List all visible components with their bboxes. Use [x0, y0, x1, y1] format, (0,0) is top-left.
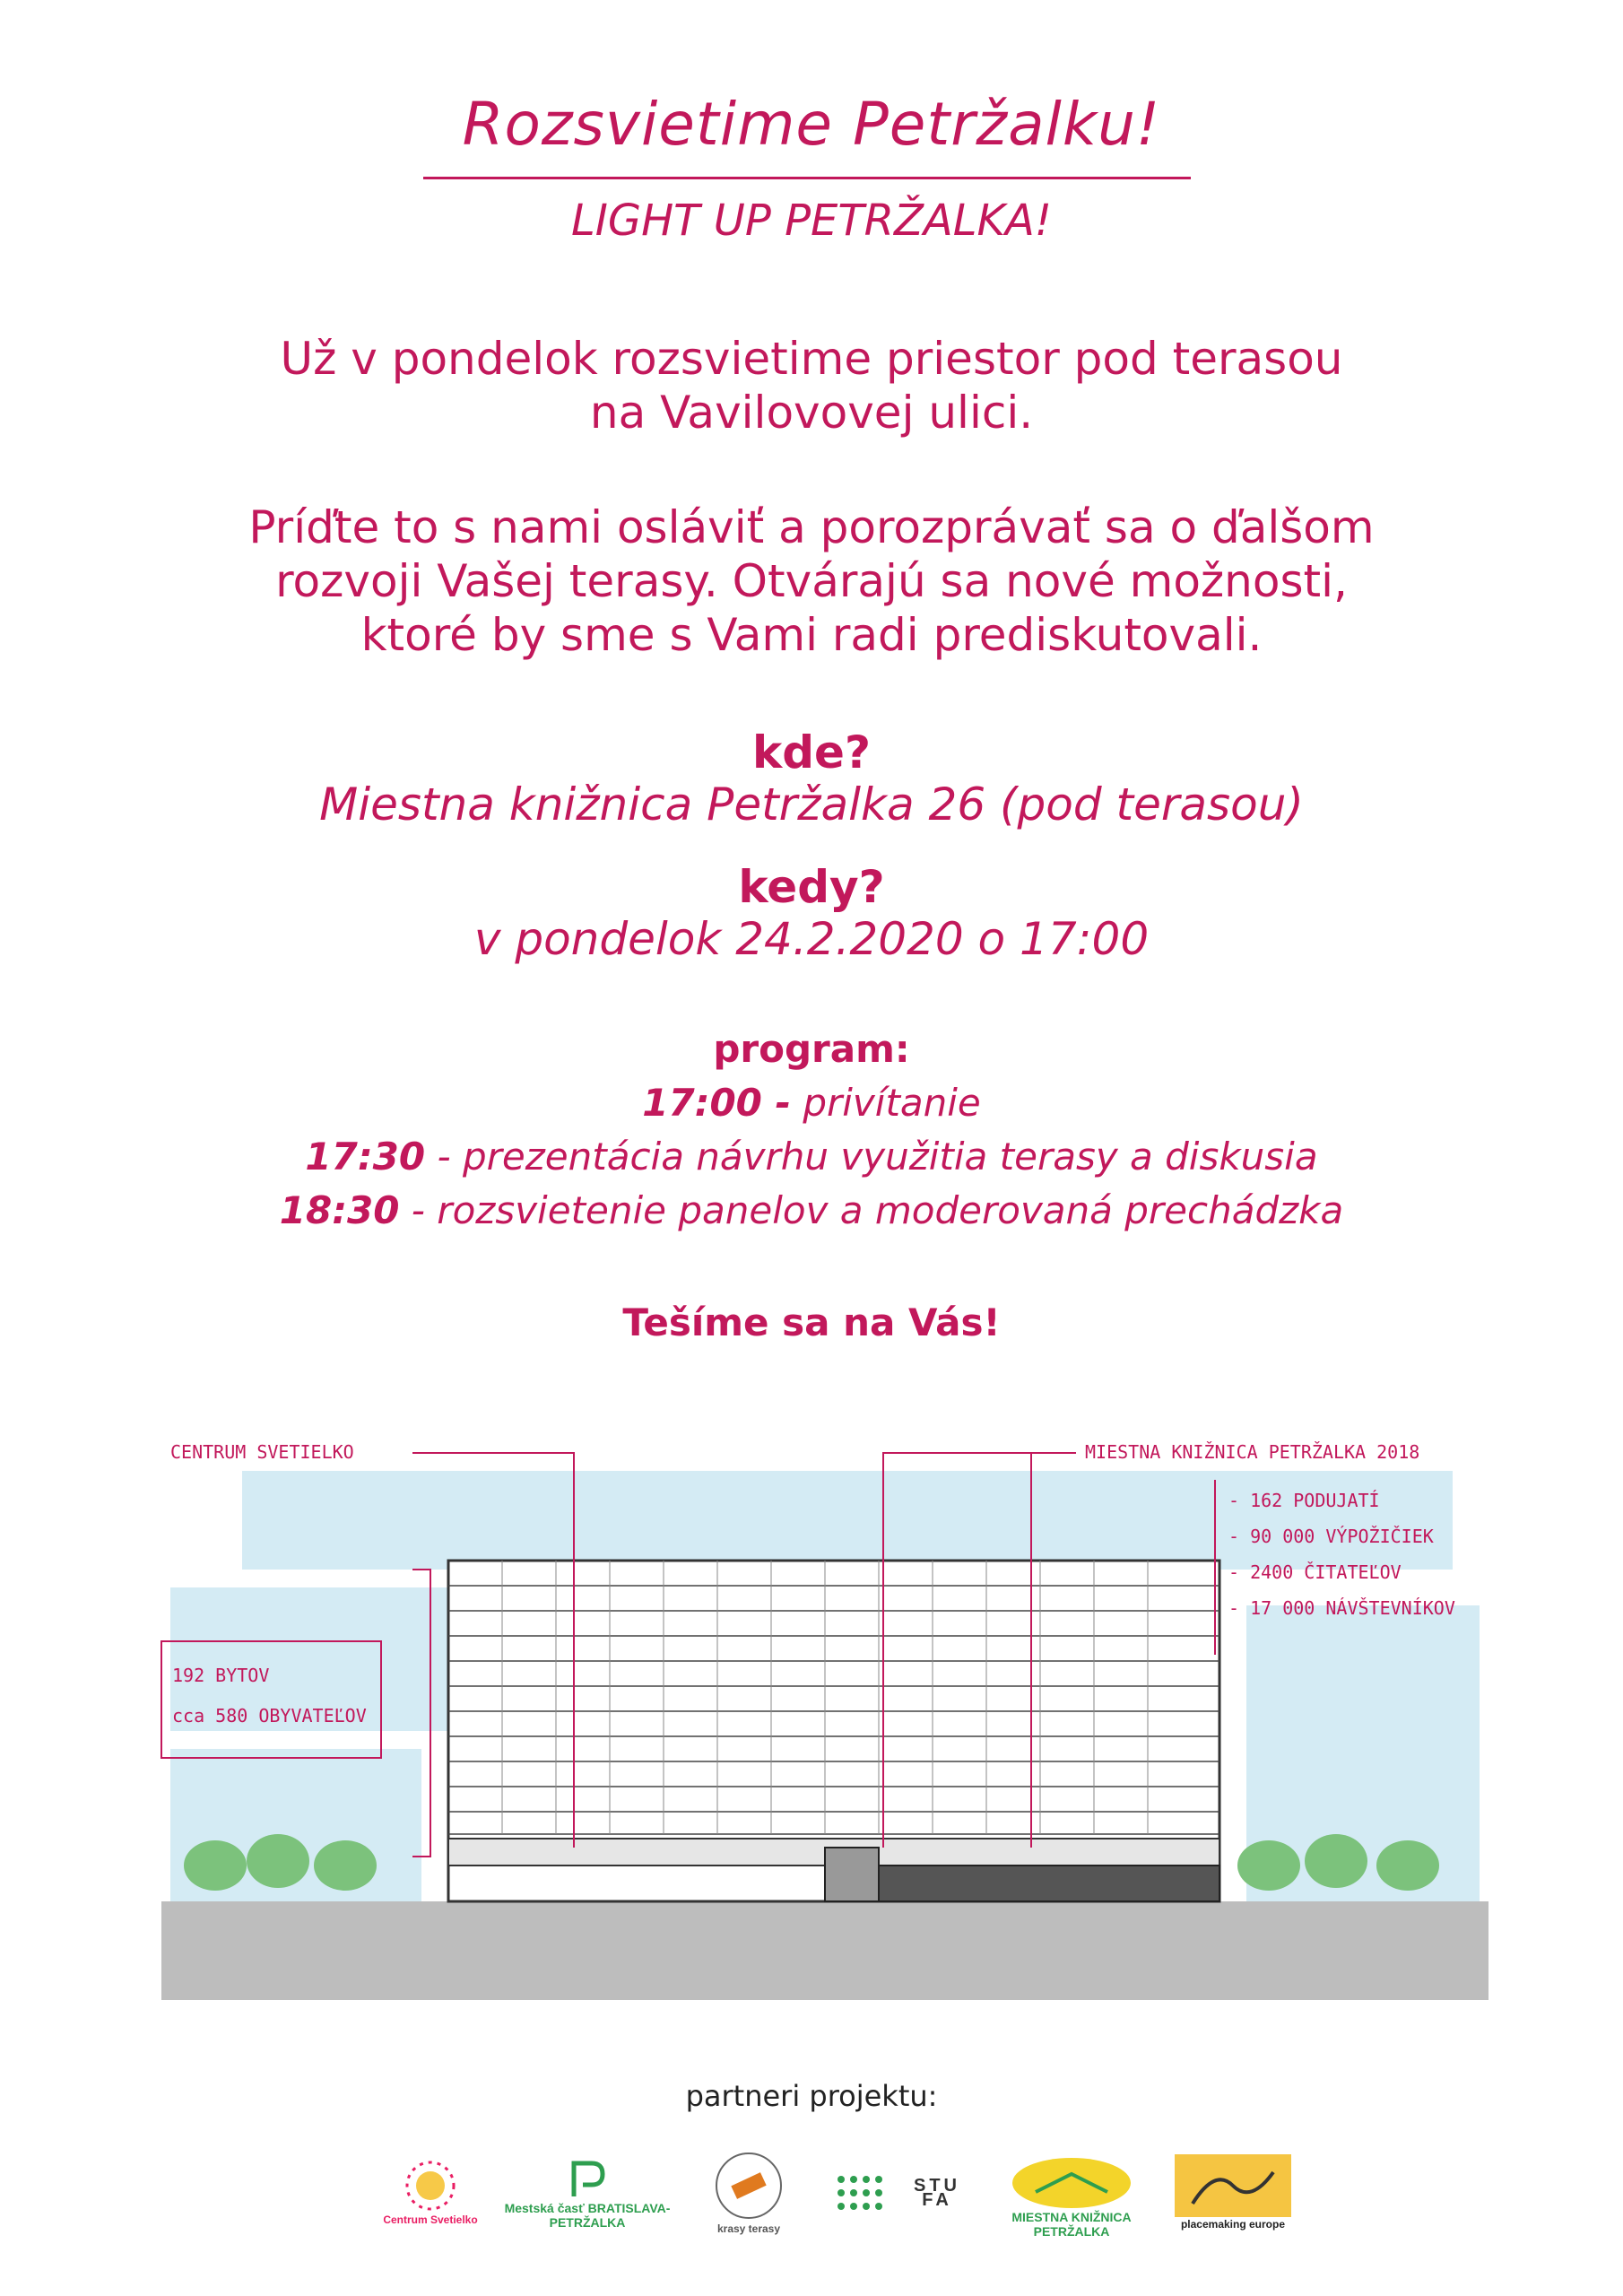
closing-text: Tešíme sa na Vás! — [622, 1300, 1001, 1344]
badge-icon — [713, 2150, 785, 2222]
invite-line: rozvoji Vašej terasy. Otvárajú sa nové možnosti, — [275, 555, 1348, 607]
district-icon — [565, 2156, 610, 2201]
invite-paragraph — [0, 500, 1623, 662]
logo-text: krasy terasy — [716, 2222, 781, 2235]
program-text: - rozsvietenie panelov a moderovaná prechádzka — [399, 1188, 1344, 1232]
logo-text: STU FA — [914, 2176, 960, 2210]
program-time: 18:30 — [279, 1188, 400, 1232]
program-item — [0, 1135, 1623, 1178]
poster-subtitle: LIGHT UP PETRŽALKA! — [570, 196, 1053, 246]
logo-miestna-kniznica — [995, 2139, 1148, 2247]
where-value: Miestna knižnica Petržalka 26 (pod terasou) — [319, 778, 1304, 831]
sun-icon — [404, 2159, 457, 2213]
intro-line: Už v pondelok rozsvietime priestor pod terasou — [280, 333, 1343, 385]
partner-logos — [377, 2139, 1327, 2247]
dots-icon — [834, 2170, 906, 2215]
stat-line: - 2400 ČITATEĽOV — [1228, 1561, 1402, 1583]
book-icon — [1009, 2147, 1134, 2210]
program-time: 17:30 — [305, 1135, 426, 1178]
stat-line: - 17 000 NÁVŠTEVNÍKOV — [1228, 1597, 1455, 1619]
program-time: 17:00 - — [642, 1081, 791, 1125]
where-label: kde? — [752, 726, 871, 778]
logo-text: MIESTNA KNIŽNICA PETRŽALKA — [1011, 2210, 1132, 2239]
program-item — [0, 1188, 1623, 1232]
placemaking-icon — [1175, 2154, 1291, 2217]
logo-centrum-svetielko — [377, 2139, 484, 2247]
logo-text: Centrum Svetielko — [383, 2213, 478, 2226]
title-underline — [423, 177, 1191, 179]
logo-krasy-terasy — [690, 2139, 807, 2247]
label-centrum: CENTRUM SVETIELKO — [170, 1441, 354, 1463]
residents-line: cca 580 OBYVATEĽOV — [172, 1705, 367, 1726]
building — [448, 1561, 1219, 1901]
program-text: - prezentácia návrhu využitia terasy a diskusia — [425, 1135, 1318, 1178]
invite-line: Príďte to s nami osláviť a porozprávať sa o ďalšom — [248, 501, 1375, 553]
invite-line: ktoré by sme s Vami radi prediskutovali. — [360, 609, 1263, 661]
sky-wash — [242, 1471, 1453, 1570]
poster-title: Rozsvietime Petržalku! — [462, 90, 1161, 159]
intro-line: na Vavilovovej ulici. — [589, 387, 1034, 439]
program-label: program: — [713, 1027, 910, 1071]
logo-mestska-cast — [502, 2139, 673, 2247]
logo-text: Mestská časť BRATISLAVA-PETRŽALKA — [504, 2201, 671, 2230]
program-text: privítanie — [790, 1081, 981, 1125]
program-item — [0, 1081, 1623, 1125]
partners-label: partneri projektu: — [685, 2079, 938, 2113]
trees-left — [184, 1834, 377, 1891]
ground — [161, 1901, 1488, 2000]
logo-stu-fa — [825, 2139, 977, 2247]
building-sketch — [143, 1426, 1488, 2000]
label-library: MIESTNA KNIŽNICA PETRŽALKA 2018 — [1085, 1441, 1420, 1463]
stat-line: - 162 PODUJATÍ — [1228, 1490, 1380, 1511]
logo-text: placemaking europe — [1180, 2218, 1286, 2231]
logo-placemaking — [1166, 2139, 1300, 2247]
when-label: kedy? — [738, 861, 885, 913]
stat-line: - 90 000 VÝPOŽIČIEK — [1228, 1526, 1434, 1547]
when-value: v pondelok 24.2.2020 o 17:00 — [473, 913, 1150, 965]
trees-right — [1237, 1834, 1439, 1891]
intro-paragraph — [0, 332, 1623, 439]
residents-line: 192 BYTOV — [172, 1665, 270, 1686]
